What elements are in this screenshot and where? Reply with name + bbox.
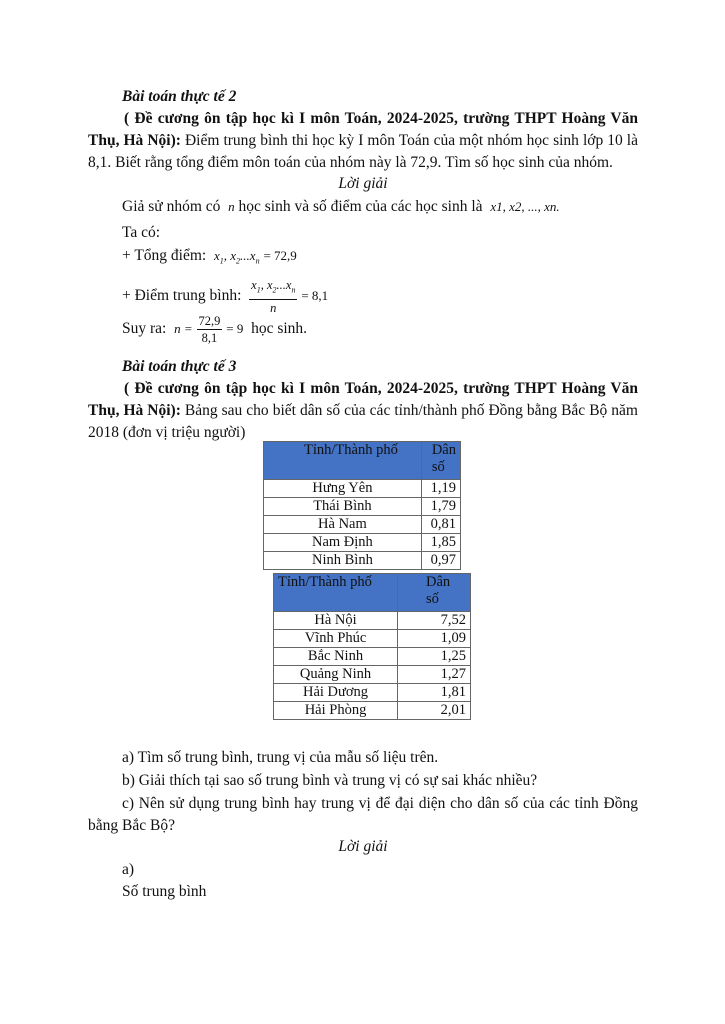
section-3-problem: [88, 378, 638, 444]
table1-population-value: 1,85: [421, 534, 460, 552]
var-n-conclusion: n =: [174, 321, 193, 336]
solution-line-2: Ta có:: [122, 224, 161, 241]
table1-body: [264, 480, 461, 570]
section-2-title: Bài toán thực tế 2: [122, 88, 237, 105]
mean-value: = 8,1: [301, 287, 329, 303]
section-2-problem: [88, 108, 638, 174]
answer-mean-label: Số trung bình: [122, 883, 207, 900]
table1-province-name: Ninh Bình: [264, 552, 422, 570]
question-c: c) Nên sử dụng trung bình hay trung vị để đại diện cho dân số của các tỉnh Đồng bằng Bắc Bộ?: [88, 795, 638, 834]
table2-province-name: Quảng Ninh: [274, 666, 398, 684]
total-label: + Tổng điểm:: [122, 247, 207, 264]
conclusion-line: [122, 312, 638, 346]
table2-province-name: Vĩnh Phúc: [274, 630, 398, 648]
var-n: n: [228, 199, 235, 214]
table2-population-value: 1,25: [398, 648, 471, 666]
table2-population-value: 1,81: [398, 684, 471, 702]
table1-header-value: Dân số: [421, 442, 460, 480]
total-value: = 72,9: [263, 248, 297, 263]
question-a: a) Tìm số trung bình, trung vị của mẫu số liệu trên.: [122, 749, 439, 766]
question-b: b) Giải thích tại sao số trung bình và trung vị có sự sai khác nhiều?: [122, 772, 538, 789]
table2-province-name: Hải Phòng: [274, 702, 398, 720]
conclusion-numerator: 72,9: [198, 313, 221, 328]
table2-row: [274, 666, 471, 684]
table2-row: [274, 684, 471, 702]
table1-province-name: Hưng Yên: [264, 480, 422, 498]
mean-fraction: $\frac{x_1, x_2...x_n}{n}$: [251, 278, 296, 315]
section-3-title: Bài toán thực tế 3: [122, 358, 237, 375]
table2-body: [274, 612, 471, 720]
table1-row: [264, 552, 461, 570]
table2-header-name: Tỉnh/Thành phố: [274, 574, 398, 612]
table1-header-name: Tỉnh/Thành phố: [264, 442, 422, 480]
table2-province-name: Hải Dương: [274, 684, 398, 702]
table1-population-value: 1,19: [421, 480, 460, 498]
population-table-1: [263, 441, 461, 570]
table2-population-value: 1,09: [398, 630, 471, 648]
table2-row: [274, 648, 471, 666]
table1-row: [264, 498, 461, 516]
conclusion-label: Suy ra:: [122, 320, 167, 337]
section-3-solution-heading: Lời giải: [338, 838, 388, 855]
total-sum-expr: $x_1$, $x_2...x_n$: [213, 248, 260, 266]
mean-label: + Điểm trung bình:: [122, 286, 242, 304]
solution-line-1: [122, 196, 638, 218]
section-2-solution-heading: Lời giải: [338, 175, 388, 192]
conclusion-denominator: 8,1: [201, 330, 218, 345]
mean-score-line: [122, 277, 638, 316]
table1-row: [264, 480, 461, 498]
table2-row: [274, 630, 471, 648]
section-2-problem-text: Điểm trung bình thi học kỳ I môn Toán của một nhóm học sinh lớp 10 là 8,1. Biết rằng tổng điểm môn toán của nhóm này là 72,9. Tìm số học sinh của nhóm.: [88, 132, 638, 171]
table1-row: [264, 534, 461, 552]
table2-population-value: 7,52: [398, 612, 471, 630]
line1-text: Giả sử nhóm có: [122, 198, 221, 215]
table2-row: [274, 612, 471, 630]
table2-province-name: Bắc Ninh: [274, 648, 398, 666]
sample-values: x1, x2, ..., xn.: [490, 199, 560, 214]
table1-row: [264, 516, 461, 534]
table2-province-name: Hà Nội: [274, 612, 398, 630]
total-score-line: [122, 245, 638, 273]
table1-province-name: Nam Định: [264, 534, 422, 552]
conclusion-fraction: [197, 313, 223, 346]
line1-mid: học sinh và số điểm của các học sinh là: [238, 198, 483, 215]
table1-province-name: Hà Nam: [264, 516, 422, 534]
table1-population-value: 1,79: [421, 498, 460, 516]
table1-population-value: 0,81: [421, 516, 460, 534]
table2-row: [274, 702, 471, 720]
table2-population-value: 2,01: [398, 702, 471, 720]
conclusion-result: = 9: [226, 321, 244, 336]
section-2-source: ( Đề cương ôn tập học kì I môn Toán, 2024-2025, trường THPT Hoàng Văn Thụ, Hà Nội):: [88, 110, 638, 149]
table2-population-value: 1,27: [398, 666, 471, 684]
section-3-source: ( Đề cương ôn tập học kì I môn Toán, 2024-2025, trường THPT Hoàng Văn Thụ, Hà Nội):: [88, 380, 638, 419]
population-table-2: [273, 573, 471, 720]
table1-population-value: 0,97: [421, 552, 460, 570]
conclusion-unit: học sinh.: [251, 320, 308, 337]
table1-province-name: Thái Bình: [264, 498, 422, 516]
section-3-problem-text: Bảng sau cho biết dân số của các tỉnh/thành phố Đồng bằng Bắc Bộ năm 2018 (đơn vị triệu người): [88, 402, 638, 441]
answer-a-label: a): [122, 861, 135, 878]
table2-header-value: Dân số: [398, 574, 471, 612]
